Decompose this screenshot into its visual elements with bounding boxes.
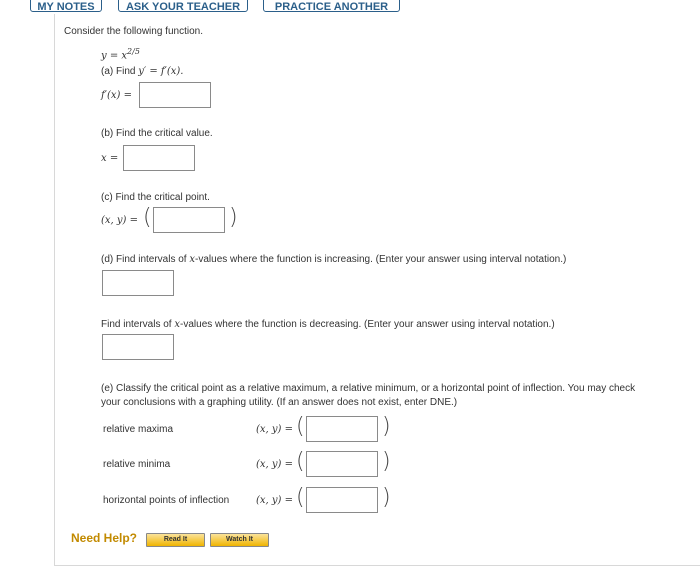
part-d-prompt-var: x bbox=[189, 254, 196, 265]
part-c-answer-input[interactable] bbox=[153, 207, 225, 233]
decreasing-prompt-var: x bbox=[174, 319, 181, 330]
read-it-label: Read It bbox=[163, 536, 188, 543]
part-c-prompt: (c) Find the critical point. bbox=[101, 192, 210, 203]
inflection-coord-label: (x, y) = bbox=[256, 495, 294, 506]
part-c-label: (x, y) = bbox=[101, 215, 139, 226]
part-e-prompt-line2: your conclusions with a graphing utility. (If an answer does not exist, enter DNE.) bbox=[101, 397, 458, 408]
decreasing-prompt-pre: Find intervals of bbox=[101, 319, 175, 330]
increasing-interval-input[interactable] bbox=[102, 270, 174, 296]
part-b-label: x = bbox=[101, 153, 119, 164]
relative-maxima-input[interactable] bbox=[306, 416, 378, 442]
part-b-prompt: (b) Find the critical value. bbox=[101, 128, 213, 139]
relative-minima-label: relative minima bbox=[103, 459, 171, 470]
part-d-prompt-pre: (d) Find intervals of bbox=[101, 254, 190, 265]
function-exponent: 2/5 bbox=[127, 47, 140, 56]
part-d-prompt-post: -values where the function is increasing. (Enter your answer using interval notation.) bbox=[195, 254, 567, 265]
part-a-prompt-math: y′ = f′(x). bbox=[138, 66, 184, 77]
relative-maxima-open-paren: ( bbox=[296, 414, 305, 439]
relative-minima-close-paren: ) bbox=[382, 449, 391, 474]
part-d-increasing-prompt bbox=[101, 254, 566, 265]
part-a-label: f′(x) = bbox=[101, 90, 132, 101]
read-it-button[interactable] bbox=[146, 533, 205, 547]
part-a-answer-input[interactable] bbox=[139, 82, 211, 108]
decreasing-prompt-post: -values where the function is decreasing. (Enter your answer using interval notation.) bbox=[180, 319, 555, 330]
function-definition bbox=[101, 47, 140, 61]
relative-minima-open-paren: ( bbox=[296, 449, 305, 474]
part-c-open-paren: ( bbox=[143, 205, 152, 230]
practice-another-button[interactable]: PRACTICE ANOTHER bbox=[263, 0, 400, 12]
part-c-close-paren: ) bbox=[229, 205, 238, 230]
inflection-label: horizontal points of inflection bbox=[103, 495, 230, 506]
need-help-label: Need Help? bbox=[71, 531, 138, 545]
watch-it-button[interactable] bbox=[210, 533, 269, 547]
decreasing-interval-input[interactable] bbox=[102, 334, 174, 360]
inflection-input[interactable] bbox=[306, 487, 378, 513]
ask-your-teacher-button[interactable]: ASK YOUR TEACHER bbox=[118, 0, 248, 12]
relative-minima-coord-label: (x, y) = bbox=[256, 459, 294, 470]
relative-maxima-label: relative maxima bbox=[103, 424, 174, 435]
inflection-open-paren: ( bbox=[296, 485, 305, 510]
relative-maxima-close-paren: ) bbox=[382, 414, 391, 439]
function-lhs: y = x bbox=[101, 50, 128, 62]
relative-minima-input[interactable] bbox=[306, 451, 378, 477]
part-b-answer-input[interactable] bbox=[123, 145, 195, 171]
inflection-close-paren: ) bbox=[382, 485, 391, 510]
part-a-prompt-text: (a) Find bbox=[101, 66, 139, 77]
part-e-prompt-line1: (e) Classify the critical point as a relative maximum, a relative minimum, or a horizontal point of inflection. You may check bbox=[101, 383, 636, 394]
part-d-decreasing-prompt bbox=[101, 319, 555, 330]
intro-text: Consider the following function. bbox=[64, 26, 203, 37]
part-a-prompt bbox=[101, 66, 183, 77]
my-notes-button[interactable]: MY NOTES bbox=[30, 0, 102, 12]
watch-it-label: Watch It bbox=[226, 536, 253, 543]
relative-maxima-coord-label: (x, y) = bbox=[256, 424, 294, 435]
